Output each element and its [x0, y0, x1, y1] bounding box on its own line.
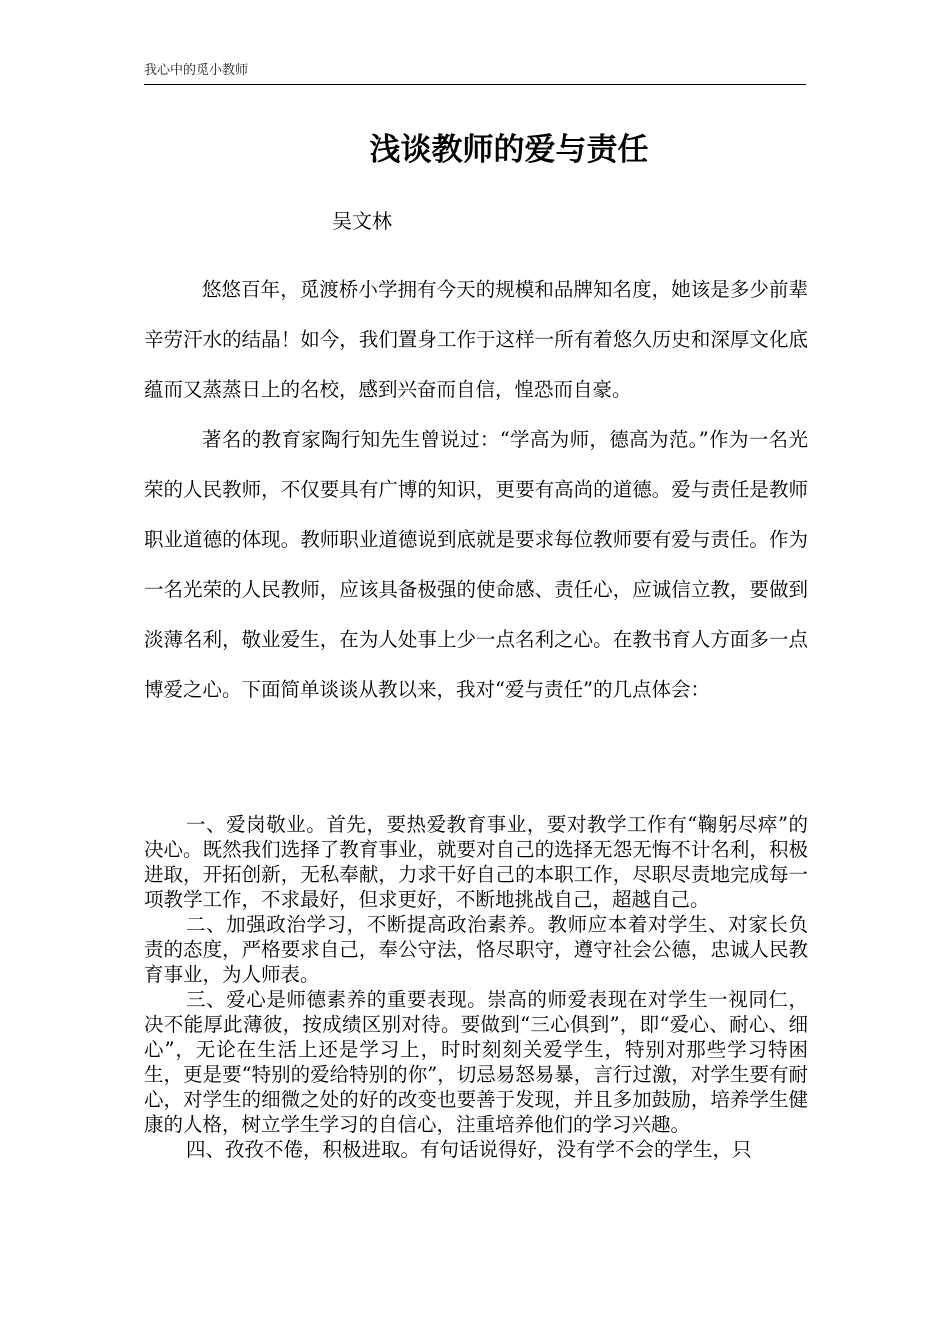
intro-paragraph: 著名的教育家陶行知先生曾说过：“学高为师，德高为范。”作为一名光荣的人民教师，不仅要具有广博的知识，更要有高尚的道德。爱与责任是教师职业道德的体现。教师职业道德说到底就是要求每位教师要有爱与责任。作为一名光荣的人民教师，应该具备极强的使命感、责任心，应诚信立教，要做到淡薄名利，敬业爱生，在为人处事上少一点名利之心。在教书育人方面多一点博爱之心。下面简单谈谈从教以来，我对“爱与责任”的几点体会：	[144, 428, 808, 701]
body-paragraph: 四、孜孜不倦，积极进取。有句话说得好，没有学不会的学生，只	[186, 1138, 752, 1161]
intro-paragraph: 悠悠百年，觅渡桥小学拥有今天的规模和品牌知名度，她该是多少前辈辛劳汗水的结晶！如今，我们置身工作于这样一所有着悠久历史和深厚文化底蕴而又蒸蒸日上的名校，感到兴奋而自信，惶恐而自豪。	[144, 278, 808, 401]
body-paragraph: 一、爱岗敬业。首先，要热爱教育事业，要对教学工作有“鞠躬尽瘁”的决心。既然我们选择了教育事业，就要对自己的选择无怨无悔不计名利，积极进取，开拓创新，无私奉献，力求干好自己的本职工作，尽职尽责地完成每一项教学工作，不求最好，但求更好，不断地挑战自己，超越自己。	[144, 813, 808, 911]
body-paragraph: 二、加强政治学习，不断提高政治素养。教师应本着对学生、对家长负责的态度，严格要求自己，奉公守法，恪尽职守，遵守社会公德，忠诚人民教育事业，为人师表。	[144, 913, 808, 986]
article-author: 吴文林	[332, 209, 392, 233]
running-header: 我心中的觅小教师	[144, 62, 806, 85]
body-section	[144, 812, 808, 1162]
body-paragraph: 三、爱心是师德素养的重要表现。崇高的师爱表现在对学生一视同仁，决不能厚此薄彼，按成绩区别对待。要做到“三心俱到”，即“爱心、耐心、细心”，无论在生活上还是学习上，时时刻刻关爱学生，特别对那些学习特困生，更是要“特别的爱给特别的你”，切忌易怒易暴，言行过激，对学生要有耐心，对学生的细微之处的好的改变也要善于发现，并且多加鼓励，培养学生健康的人格，树立学生学习的自信心，注重培养他们的学习兴趣。	[144, 988, 808, 1136]
intro-section	[144, 265, 808, 715]
article-title: 浅谈教师的爱与责任	[369, 132, 649, 168]
